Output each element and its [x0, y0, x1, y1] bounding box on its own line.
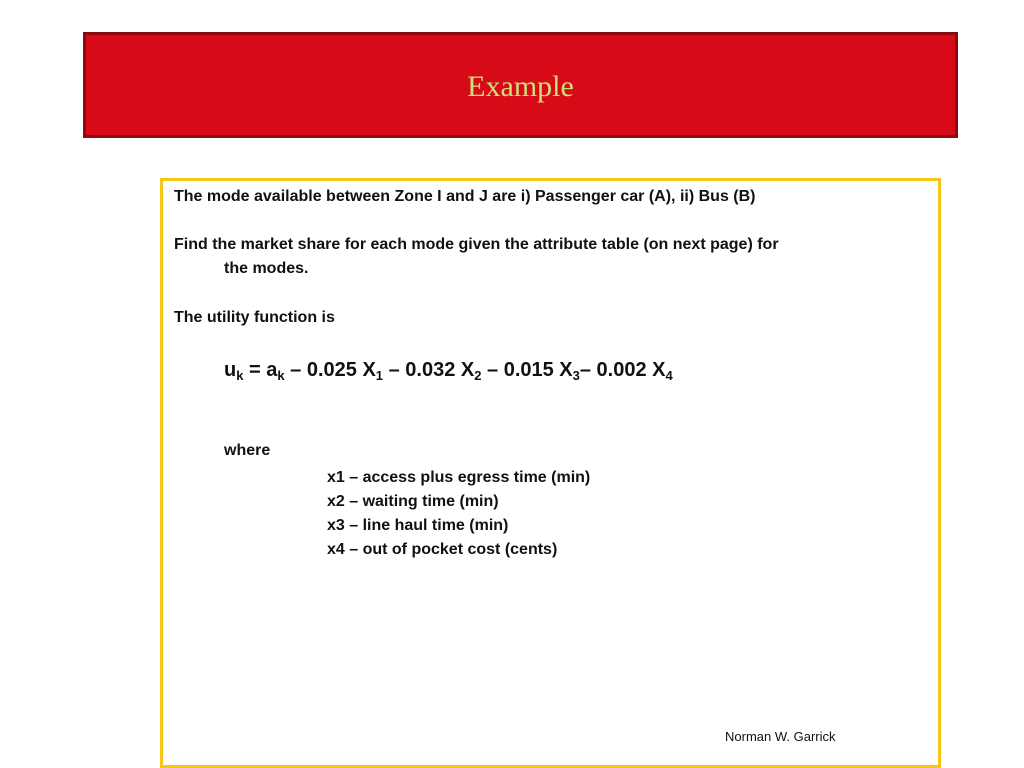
where-label: where	[224, 442, 271, 459]
variable-item: x1 – access plus egress time (min)	[327, 469, 591, 486]
slide-title: Example	[467, 70, 574, 103]
task-text-line1: Find the market share for each mode given the attribute table (on next page) for	[174, 236, 779, 253]
variable-item: x3 – line haul time (min)	[327, 517, 509, 534]
formula-eq-a: = a	[243, 359, 278, 381]
formula-sub-3: 3	[572, 368, 580, 383]
formula-u-sub: k	[236, 368, 244, 383]
formula-sub-2: 2	[474, 368, 482, 383]
formula-u: u	[224, 359, 237, 381]
content-box	[160, 178, 941, 768]
formula-sub-4: 4	[665, 368, 673, 383]
formula-term-2: – 0.032 X	[383, 359, 475, 381]
formula-term-1: – 0.025 X	[284, 359, 376, 381]
author-credit: Norman W. Garrick	[725, 729, 836, 744]
modes-text: The mode available between Zone I and J are i) Passenger car (A), ii) Bus (B)	[174, 188, 756, 205]
title-bar	[83, 32, 958, 138]
utility-intro-text: The utility function is	[174, 309, 335, 326]
formula-term-4: – 0.002 X	[579, 359, 666, 381]
formula-a-sub: k	[277, 368, 285, 383]
formula-term-3: – 0.015 X	[481, 359, 573, 381]
variable-item: x2 – waiting time (min)	[327, 493, 499, 510]
utility-formula	[224, 356, 673, 384]
formula-sub-1: 1	[375, 368, 384, 383]
variable-item: x4 – out of pocket cost (cents)	[327, 541, 558, 558]
task-text-line2: the modes.	[224, 260, 309, 277]
